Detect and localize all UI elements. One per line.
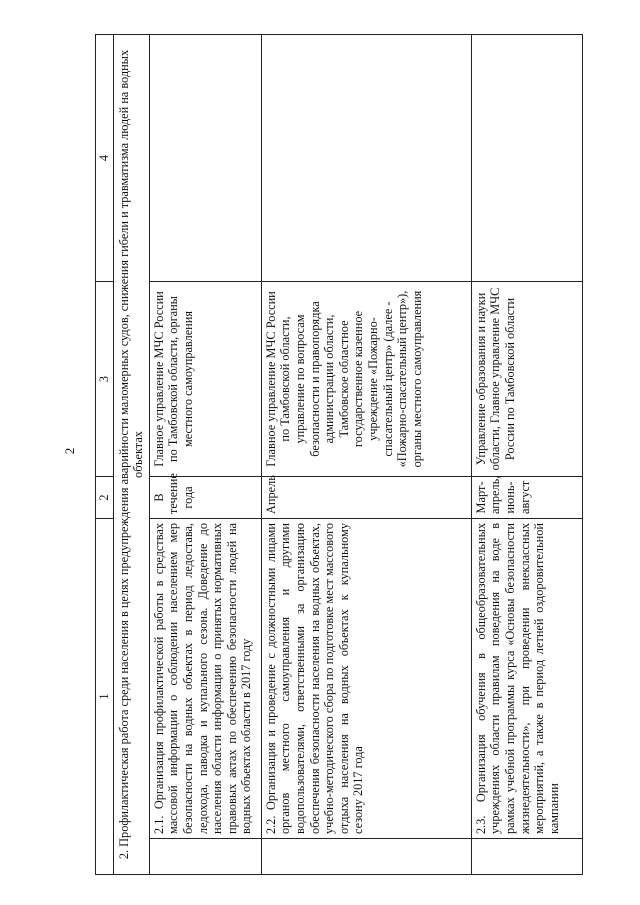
measure-executor: Главное управление МЧС России по Тамбовской области, органы местного самоуправления <box>149 282 261 477</box>
table-row <box>149 35 261 875</box>
measure-date: Март-апрель, июнь-август <box>471 477 582 519</box>
column-number-3: 3 <box>96 282 114 477</box>
measure-text: 2.2. Организация и проведение с должностными лицами органов местного самоуправления и другими водопользователями, ответственными за организацию обеспечения безопасности населения на водных объектах, учебно-методического сбора по подготовке мест массового отдыха населения на водных объектах к купальному сезону 2017 года <box>261 519 471 839</box>
column-number-4: 4 <box>96 35 114 282</box>
measure-executor: Главное управление МЧС России по Тамбовской области, управление по вопросам безопасности и правопорядка администрации области, Тамбовское областное государственное казенное учреждение «Пожарно-спасательный центр» (далее - «Пожарно-спасательный центр»), органы местного самоуправления <box>261 282 471 477</box>
column-number-2: 2 <box>96 477 114 519</box>
rotated-table-area <box>95 35 561 875</box>
section-title-row <box>113 35 149 875</box>
page-number: 2 <box>62 447 77 455</box>
blank-cell <box>149 839 261 875</box>
rotated-table-content <box>95 35 561 875</box>
measure-date: В течение года <box>149 477 261 519</box>
measure-text: 2.3. Организация обучения в общеобразовательных учреждениях области правилам поведения на воде в рамках учебной программы курса «Основы безопасности жизнедеятельности», при проведении внеклассных мероприятий, а также в период летней оздоровительной кампании <box>471 519 582 839</box>
column-number-1: 1 <box>96 519 114 875</box>
section-title: 2. Профилактическая работа среди населения в целях предупреждения аварийности маломерных судов, снижения гибели и травматизма людей на водных объектах <box>113 35 149 875</box>
blank-cell <box>261 35 471 282</box>
blank-cell <box>471 839 582 875</box>
measure-date: Апрель <box>261 477 471 519</box>
blank-cell <box>261 839 471 875</box>
table-row <box>471 35 582 875</box>
measure-text: 2.1. Организация профилактической работы в средствах массовой информации о соблюдении населением мер безопасности на водных объектах в период ледостава, ледохода, паводка и купального сезона. Доведение до населения области информации о принятых нормативных правовых актах по обеспечению безопасности людей на водных объектах области в 2017 году <box>149 519 261 839</box>
measures-table <box>95 34 583 875</box>
blank-cell <box>149 35 261 282</box>
measure-executor: Управление образования и науки области, Главное управление МЧС России по Тамбовской области <box>471 282 582 477</box>
column-number-row <box>96 35 114 875</box>
table-row <box>261 35 471 875</box>
blank-cell <box>471 35 582 282</box>
